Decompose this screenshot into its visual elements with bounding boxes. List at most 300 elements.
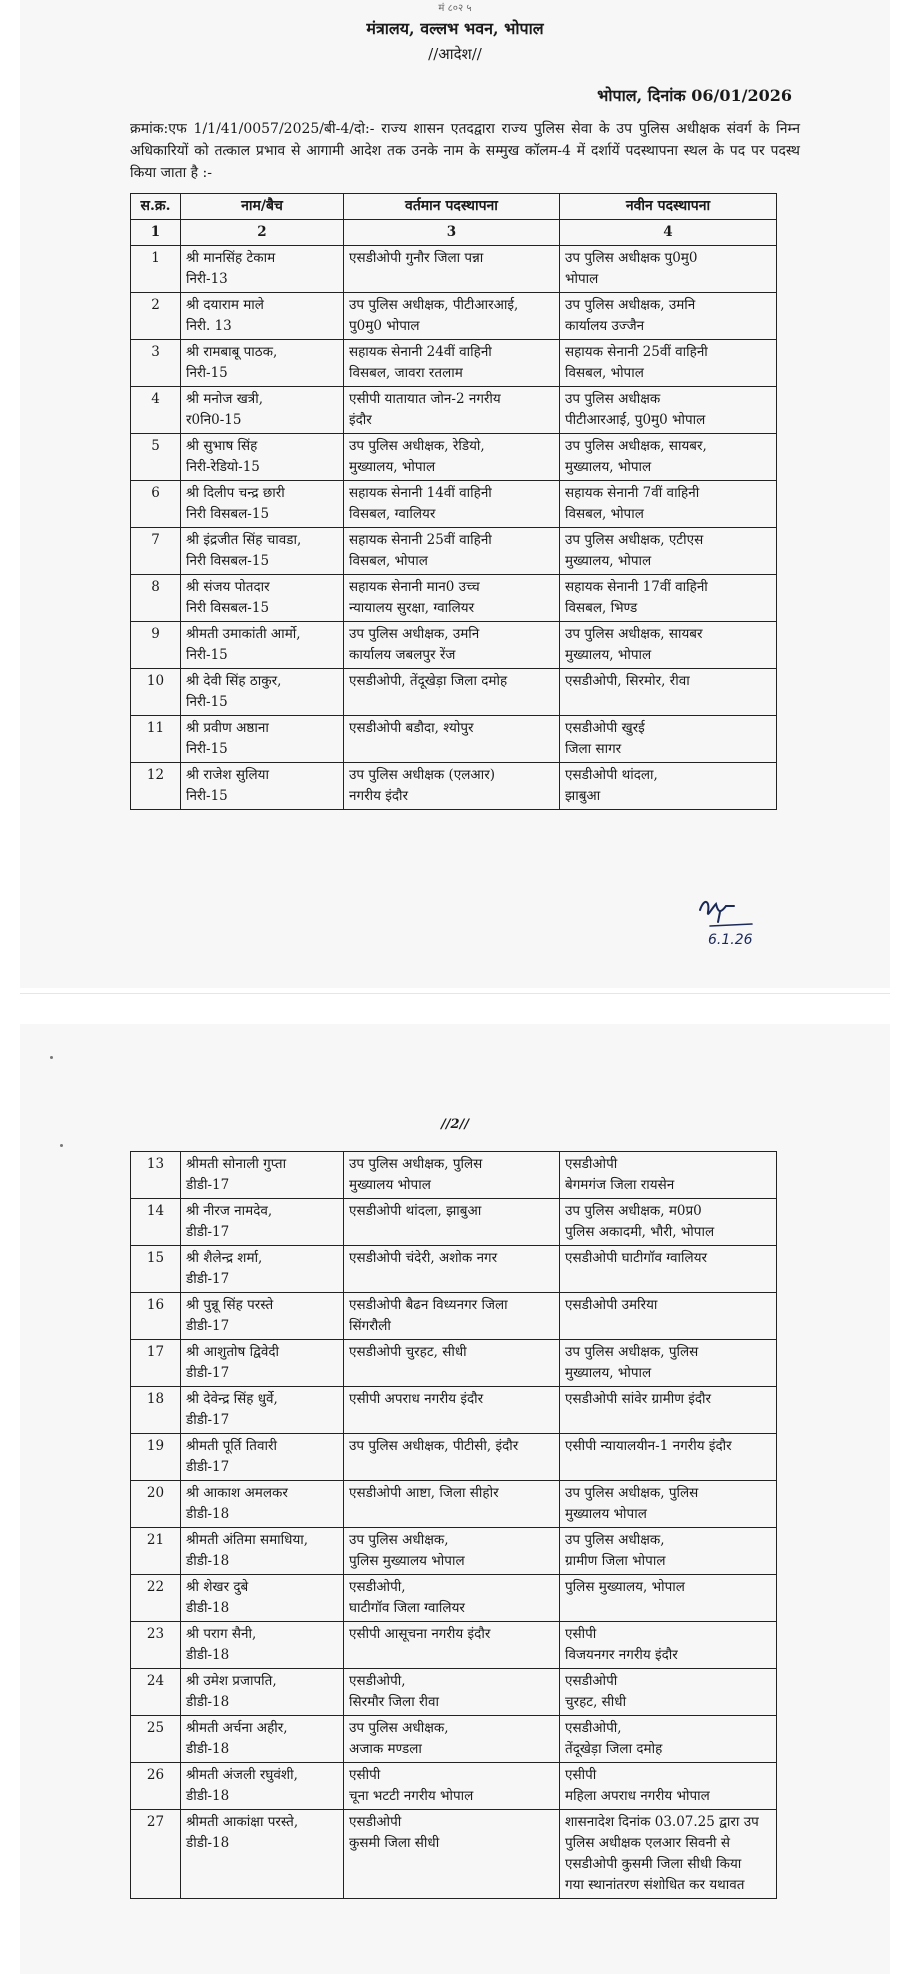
table-row — [131, 434, 777, 481]
table-row — [131, 716, 777, 763]
new-posting-line: झाबुआ — [565, 788, 601, 804]
officer-name-line: श्रीमती उमाकांती आर्मो, — [186, 626, 301, 642]
officer-name-line: श्री शैलेन्द्र शर्मा, — [186, 1250, 263, 1266]
table-row — [131, 1434, 777, 1481]
officer-name-line: निरी-15 — [186, 694, 228, 710]
column-number: 1 — [131, 220, 181, 246]
serial-number: 12 — [131, 763, 181, 810]
officer-name-line: डीडी-18 — [186, 1647, 230, 1663]
serial-number: 3 — [131, 340, 181, 387]
officer-name-line: श्री इंद्रजीत सिंह चावडा, — [186, 532, 302, 548]
new-posting-line: एसीपी न्यायालयीन-1 नगरीय इंदौर — [565, 1438, 732, 1454]
new-posting-cell — [560, 1246, 777, 1293]
new-posting-line: उप पुलिस अधीक्षक, उमनि — [565, 297, 696, 313]
new-posting-cell — [560, 1152, 777, 1199]
new-posting-line: विसबल, भिण्ड — [565, 600, 638, 616]
table-row — [131, 387, 777, 434]
column-number-row — [131, 220, 777, 246]
current-posting-line: एसीपी अपराध नगरीय इंदौर — [349, 1391, 484, 1407]
current-posting-line: घाटीगॉव जिला ग्वालियर — [349, 1600, 465, 1616]
officer-name-cell — [181, 340, 344, 387]
new-posting-cell — [560, 1622, 777, 1669]
new-posting-cell — [560, 1387, 777, 1434]
column-number: 3 — [344, 220, 560, 246]
new-posting-line: एसीपी — [565, 1626, 597, 1642]
new-posting-line: तेंदूखेड़ा जिला दमोह — [565, 1741, 663, 1757]
new-posting-line: एसडीओपी — [565, 1156, 618, 1172]
new-posting-line: मुख्यालय, भोपाल — [565, 647, 652, 663]
serial-number: 18 — [131, 1387, 181, 1434]
new-posting-line: जिला सागर — [565, 741, 622, 757]
officer-name-cell — [181, 1716, 344, 1763]
current-posting-line: कुसमी जिला सीधी — [349, 1835, 440, 1851]
new-posting-cell — [560, 1669, 777, 1716]
current-posting-line: उप पुलिस अधीक्षक, पीटीआरआई, — [349, 297, 519, 313]
current-posting-line: एसीपी — [349, 1767, 381, 1783]
table-row — [131, 1387, 777, 1434]
officer-name-line: श्री उमेश प्रजापति, — [186, 1673, 277, 1689]
officer-name-line: श्री संजय पोतदार — [186, 579, 270, 595]
officer-name-line: निरी विसबल-15 — [186, 600, 270, 616]
serial-number: 11 — [131, 716, 181, 763]
officer-name-line: श्री रामबाबू पाठक, — [186, 344, 278, 360]
serial-number: 6 — [131, 481, 181, 528]
signature-date: 6.1.26 — [708, 932, 753, 948]
serial-number: 4 — [131, 387, 181, 434]
current-posting-line: सहायक सेनानी मान0 उच्च — [349, 579, 480, 595]
current-posting-line: चूना भटटी नगरीय भोपाल — [349, 1788, 474, 1804]
current-posting-line: इंदौर — [349, 412, 372, 428]
serial-number: 17 — [131, 1340, 181, 1387]
new-posting-line: गया स्थानांतरण संशोधित कर यथावत — [565, 1877, 745, 1893]
serial-number: 21 — [131, 1528, 181, 1575]
table-row — [131, 528, 777, 575]
new-posting-line: उप पुलिस अधीक्षक, म0प्र0 — [565, 1203, 702, 1219]
officer-name-line: डीडी-17 — [186, 1224, 230, 1240]
officer-name-line: निरी विसबल-15 — [186, 553, 270, 569]
table-row — [131, 340, 777, 387]
officer-name-cell — [181, 622, 344, 669]
officer-name-line: डीडी-17 — [186, 1365, 230, 1381]
new-posting-line: उप पुलिस अधीक्षक, पुलिस — [565, 1485, 699, 1501]
new-posting-line: एसडीओपी सांवेर ग्रामीण इंदौर — [565, 1391, 712, 1407]
table-row — [131, 1810, 777, 1899]
new-posting-cell — [560, 1434, 777, 1481]
officer-name-line: श्री दयाराम माले — [186, 297, 264, 313]
officer-name-cell — [181, 1622, 344, 1669]
header-new-posting: नवीन पदस्थापना — [560, 194, 777, 220]
new-posting-line: एसडीओपी, सिरमोर, रीवा — [565, 673, 690, 689]
current-posting-cell — [344, 1434, 560, 1481]
officer-name-line: श्री मानसिंह टेकाम — [186, 250, 276, 266]
current-posting-line: सहायक सेनानी 24वीं वाहिनी — [349, 344, 492, 360]
current-posting-line: एसडीओपी, — [349, 1673, 406, 1689]
officer-name-cell — [181, 1199, 344, 1246]
serial-number: 10 — [131, 669, 181, 716]
new-posting-cell — [560, 1340, 777, 1387]
new-posting-line: एसडीओपी उमरिया — [565, 1297, 658, 1313]
table-body-page-2 — [131, 1152, 777, 1899]
table-body-page-1 — [131, 246, 777, 810]
page-gap-divider — [20, 993, 890, 994]
officer-name-cell — [181, 387, 344, 434]
new-posting-line: भोपाल — [565, 271, 599, 287]
current-posting-line: पुलिस मुख्यालय भोपाल — [349, 1553, 465, 1569]
new-posting-line: एसडीओपी थांदला, — [565, 767, 658, 783]
new-posting-line: पुलिस अधीक्षक एलआर सिवनी से — [565, 1835, 730, 1851]
current-posting-cell — [344, 528, 560, 575]
table-row — [131, 1199, 777, 1246]
officer-name-line: र0नि0-15 — [186, 412, 242, 428]
serial-number: 26 — [131, 1763, 181, 1810]
new-posting-cell — [560, 716, 777, 763]
officer-name-cell — [181, 1481, 344, 1528]
officer-name-line: श्री शेखर दुबे — [186, 1579, 249, 1595]
current-posting-line: उप पुलिस अधीक्षक, उमनि — [349, 626, 480, 642]
current-posting-cell — [344, 622, 560, 669]
current-posting-line: मुख्यालय भोपाल — [349, 1177, 431, 1193]
officer-name-line: श्री सुभाष सिंह — [186, 438, 258, 454]
current-posting-cell — [344, 1575, 560, 1622]
serial-number: 5 — [131, 434, 181, 481]
new-posting-line: चुरहट, सीधी — [565, 1694, 627, 1710]
current-posting-line: विसबल, जावरा रतलाम — [349, 365, 463, 381]
officer-name-line: श्रीमती अंजली रघुवंशी, — [186, 1767, 298, 1783]
officer-name-line: डीडी-18 — [186, 1600, 230, 1616]
officer-name-line: श्रीमती सोनाली गुप्ता — [186, 1156, 287, 1172]
officer-name-line: श्री मनोज खत्री, — [186, 391, 263, 407]
table-row — [131, 1622, 777, 1669]
new-posting-cell — [560, 1293, 777, 1340]
new-posting-cell — [560, 1763, 777, 1810]
new-posting-line: महिला अपराध नगरीय भोपाल — [565, 1788, 710, 1804]
serial-number: 2 — [131, 293, 181, 340]
officer-name-cell — [181, 1763, 344, 1810]
serial-number: 16 — [131, 1293, 181, 1340]
serial-number: 13 — [131, 1152, 181, 1199]
new-posting-line: सहायक सेनानी 25वीं वाहिनी — [565, 344, 708, 360]
new-posting-line: उप पुलिस अधीक्षक — [565, 391, 661, 407]
officer-name-line: डीडी-18 — [186, 1694, 230, 1710]
new-posting-line: उप पुलिस अधीक्षक, पुलिस — [565, 1344, 699, 1360]
table-row — [131, 293, 777, 340]
document-page-2 — [20, 1024, 890, 1974]
officer-name-line: निरी विसबल-15 — [186, 506, 270, 522]
table-row — [131, 1340, 777, 1387]
new-posting-cell — [560, 1810, 777, 1899]
new-posting-cell — [560, 1528, 777, 1575]
officer-name-cell — [181, 1293, 344, 1340]
serial-number: 14 — [131, 1199, 181, 1246]
new-posting-line: उप पुलिस अधीक्षक, सायबर, — [565, 438, 707, 454]
new-posting-line: उप पुलिस अधीक्षक, सायबर — [565, 626, 703, 642]
current-posting-cell — [344, 481, 560, 528]
table-row — [131, 575, 777, 622]
serial-number: 9 — [131, 622, 181, 669]
officer-name-cell — [181, 763, 344, 810]
new-posting-cell — [560, 669, 777, 716]
officer-name-line: श्री नीरज नामदेव, — [186, 1203, 273, 1219]
serial-number: 15 — [131, 1246, 181, 1293]
current-posting-line: सिरमौर जिला रीवा — [349, 1694, 440, 1710]
new-posting-line: बेगमगंज जिला रायसेन — [565, 1177, 675, 1193]
current-posting-line: एसडीओपी गुनौर जिला पन्ना — [349, 250, 484, 266]
new-posting-line: उप पुलिस अधीक्षक, एटीएस — [565, 532, 704, 548]
table-row — [131, 1246, 777, 1293]
officer-name-cell — [181, 293, 344, 340]
office-heading: मंत्रालय, वल्लभ भवन, भोपाल — [366, 19, 544, 38]
new-posting-cell — [560, 340, 777, 387]
officer-name-line: डीडी-18 — [186, 1506, 230, 1522]
new-posting-cell — [560, 763, 777, 810]
current-posting-line: सिंगरौली — [349, 1318, 391, 1334]
new-posting-cell — [560, 387, 777, 434]
current-posting-line: उप पुलिस अधीक्षक, पीटीसी, इंदौर — [349, 1438, 519, 1454]
order-heading: //आदेश// — [428, 45, 482, 63]
officer-name-line: श्री देवी सिंह ठाकुर, — [186, 673, 282, 689]
current-posting-line: न्यायालय सुरक्षा, ग्वालियर — [349, 600, 475, 616]
officer-name-line: श्री दिलीप चन्द्र छारी — [186, 485, 285, 501]
serial-number: 25 — [131, 1716, 181, 1763]
officer-name-line: श्रीमती अंतिमा समाधिया, — [186, 1532, 309, 1548]
current-posting-cell — [344, 1246, 560, 1293]
table-row — [131, 246, 777, 293]
officer-name-line: निरी-रेडियो-15 — [186, 459, 260, 475]
officer-name-line: श्री राजेश सुलिया — [186, 767, 269, 783]
officer-name-line: श्री पुन्नू सिंह परस्ते — [186, 1297, 274, 1313]
new-posting-line: एसीपी — [565, 1767, 597, 1783]
officer-name-cell — [181, 575, 344, 622]
current-posting-cell — [344, 1387, 560, 1434]
new-posting-cell — [560, 246, 777, 293]
new-posting-line: पीटीआरआई, पु0मु0 भोपाल — [565, 412, 706, 428]
table-row — [131, 669, 777, 716]
column-number: 4 — [560, 220, 777, 246]
current-posting-cell — [344, 1152, 560, 1199]
officer-name-cell — [181, 1810, 344, 1899]
new-posting-line: उप पुलिस अधीक्षक पु0मु0 — [565, 250, 698, 266]
table-row — [131, 1481, 777, 1528]
officer-name-line: निरी-15 — [186, 741, 228, 757]
serial-number: 8 — [131, 575, 181, 622]
officer-name-line: निरी-15 — [186, 365, 228, 381]
current-posting-line: एसडीओपी बडौदा, श्योपुर — [349, 720, 474, 736]
serial-number: 27 — [131, 1810, 181, 1899]
current-posting-line: मुख्यालय, भोपाल — [349, 459, 436, 475]
scan-speck — [60, 1144, 63, 1147]
current-posting-line: नगरीय इंदौर — [349, 788, 409, 804]
table-row — [131, 1575, 777, 1622]
posting-table-page-2 — [130, 1151, 777, 1899]
officer-name-cell — [181, 1575, 344, 1622]
current-posting-cell — [344, 1622, 560, 1669]
current-posting-line: उप पुलिस अधीक्षक, पुलिस — [349, 1156, 483, 1172]
page-number: //2// — [440, 1117, 470, 1132]
officer-name-line: श्री पराग सैनी, — [186, 1626, 257, 1642]
new-posting-line: मुख्यालय, भोपाल — [565, 553, 652, 569]
officer-name-line: डीडी-18 — [186, 1553, 230, 1569]
new-posting-cell — [560, 434, 777, 481]
current-posting-cell — [344, 434, 560, 481]
current-posting-cell — [344, 1340, 560, 1387]
table-row — [131, 1293, 777, 1340]
current-posting-line: उप पुलिस अधीक्षक (एलआर) — [349, 767, 496, 783]
current-posting-cell — [344, 1293, 560, 1340]
new-posting-line: पुलिस अकादमी, भौरी, भोपाल — [565, 1224, 715, 1240]
new-posting-line: मुख्यालय, भोपाल — [565, 1365, 652, 1381]
current-posting-cell — [344, 1669, 560, 1716]
current-posting-cell — [344, 340, 560, 387]
current-posting-line: विसबल, भोपाल — [349, 553, 428, 569]
officer-name-cell — [181, 434, 344, 481]
new-posting-line: विसबल, भोपाल — [565, 365, 644, 381]
current-posting-cell — [344, 1810, 560, 1899]
date-line: भोपाल, दिनांक 06/01/2026 — [597, 86, 792, 105]
officer-name-line: श्री देवेन्द्र सिंह धुर्वे, — [186, 1391, 278, 1407]
officer-name-line: डीडी-18 — [186, 1741, 230, 1757]
current-posting-line: कार्यालय जबलपुर रेंज — [349, 647, 456, 663]
officer-name-line: श्री आशुतोष द्विवेदी — [186, 1344, 280, 1360]
officer-name-cell — [181, 669, 344, 716]
officer-name-line: श्री प्रवीण अष्ठाना — [186, 720, 269, 736]
serial-number: 22 — [131, 1575, 181, 1622]
current-posting-cell — [344, 1199, 560, 1246]
new-posting-line: विसबल, भोपाल — [565, 506, 644, 522]
document-page-1 — [20, 0, 890, 988]
current-posting-cell — [344, 1716, 560, 1763]
current-posting-line: सहायक सेनानी 14वीं वाहिनी — [349, 485, 492, 501]
current-posting-line: एसीपी यातायात जोन-2 नगरीय — [349, 391, 501, 407]
current-posting-line: एसडीओपी आष्टा, जिला सीहोर — [349, 1485, 499, 1501]
current-posting-cell — [344, 1763, 560, 1810]
officer-name-line: श्रीमती अर्चना अहीर, — [186, 1720, 288, 1736]
new-posting-line: विजयनगर नगरीय इंदौर — [565, 1647, 678, 1663]
new-posting-line: मुख्यालय, भोपाल — [565, 459, 652, 475]
current-posting-line: एसडीओपी, तेंदूखेड़ा जिला दमोह — [349, 673, 508, 689]
current-posting-cell — [344, 763, 560, 810]
officer-name-cell — [181, 1434, 344, 1481]
officer-name-cell — [181, 528, 344, 575]
officer-name-cell — [181, 246, 344, 293]
officer-name-cell — [181, 1387, 344, 1434]
officer-name-cell — [181, 1152, 344, 1199]
new-posting-cell — [560, 1575, 777, 1622]
table-row — [131, 622, 777, 669]
new-posting-cell — [560, 622, 777, 669]
posting-table-page-1 — [130, 193, 777, 810]
scan-speck — [50, 1056, 53, 1059]
current-posting-line: एसीपी आसूचना नगरीय इंदौर — [349, 1626, 491, 1642]
new-posting-line: पुलिस मुख्यालय, भोपाल — [565, 1579, 685, 1595]
current-posting-cell — [344, 669, 560, 716]
new-posting-cell — [560, 575, 777, 622]
officer-name-cell — [181, 1340, 344, 1387]
officer-name-line: डीडी-17 — [186, 1412, 230, 1428]
header-name-batch: नाम/बैच — [181, 194, 344, 220]
current-posting-line: अजाक मण्डला — [349, 1741, 422, 1757]
new-posting-line: कार्यालय उज्जैन — [565, 318, 645, 334]
current-posting-line: एसडीओपी थांदला, झाबुआ — [349, 1203, 482, 1219]
new-posting-cell — [560, 293, 777, 340]
table-row — [131, 1669, 777, 1716]
officer-name-cell — [181, 1528, 344, 1575]
new-posting-cell — [560, 528, 777, 575]
officer-name-line: श्रीमती आकांक्षा परस्ते, — [186, 1814, 299, 1830]
new-posting-line: उप पुलिस अधीक्षक, — [565, 1532, 665, 1548]
current-posting-cell — [344, 1528, 560, 1575]
serial-number: 19 — [131, 1434, 181, 1481]
current-posting-line: एसडीओपी — [349, 1814, 402, 1830]
serial-number: 20 — [131, 1481, 181, 1528]
officer-name-line: निरी-15 — [186, 788, 228, 804]
current-posting-line: विसबल, ग्वालियर — [349, 506, 436, 522]
new-posting-cell — [560, 481, 777, 528]
current-posting-cell — [344, 575, 560, 622]
table-row — [131, 1152, 777, 1199]
table-row — [131, 1716, 777, 1763]
officer-name-line: निरी-15 — [186, 647, 228, 663]
order-intro-paragraph: क्रमांक:एफ 1/1/41/0057/2025/बी-4/दो:- राज्य शासन एतदद्वारा राज्य पुलिस सेवा के उप पुलिस अधीक्षक संवर्ग के निम्न अधिकारियों को तत्काल प्रभाव से आगामी आदेश तक उनके नाम के सम्मुख कॉलम-4 में दर्शायें पदस्थापना स्थल के पद पर पदस्थ किया जाता है :- — [130, 121, 800, 181]
officer-name-line: डीडी-18 — [186, 1788, 230, 1804]
current-posting-line: उप पुलिस अधीक्षक, — [349, 1720, 449, 1736]
current-posting-line: उप पुलिस अधीक्षक, — [349, 1532, 449, 1548]
current-posting-line: पु0मु0 भोपाल — [349, 318, 420, 334]
new-posting-line: ग्रामीण जिला भोपाल — [565, 1553, 666, 1569]
table-header-row — [131, 194, 777, 220]
new-posting-line: शासनादेश दिनांक 03.07.25 द्वारा उप — [565, 1814, 759, 1830]
officer-name-line: श्री आकाश अमलकर — [186, 1485, 288, 1501]
officer-name-cell — [181, 1669, 344, 1716]
new-posting-line: मुख्यालय भोपाल — [565, 1506, 647, 1522]
officer-name-line: डीडी-17 — [186, 1271, 230, 1287]
officer-name-line: श्रीमती पूर्ति तिवारी — [186, 1438, 277, 1454]
new-posting-cell — [560, 1481, 777, 1528]
current-posting-cell — [344, 293, 560, 340]
current-posting-cell — [344, 716, 560, 763]
officer-name-line: निरी-13 — [186, 271, 228, 287]
officer-name-cell — [181, 1246, 344, 1293]
officer-name-line: डीडी-17 — [186, 1318, 230, 1334]
officer-name-line: डीडी-17 — [186, 1177, 230, 1193]
table-row — [131, 1528, 777, 1575]
current-posting-line: सहायक सेनानी 25वीं वाहिनी — [349, 532, 492, 548]
officer-name-cell — [181, 481, 344, 528]
new-posting-line: एसडीओपी, — [565, 1720, 622, 1736]
new-posting-line: सहायक सेनानी 17वीं वाहिनी — [565, 579, 708, 595]
new-posting-line: एसडीओपी खुरई — [565, 720, 645, 736]
officer-name-line: डीडी-18 — [186, 1835, 230, 1851]
new-posting-line: एसडीओपी घाटीगॉव ग्वालियर — [565, 1250, 708, 1266]
serial-number: 23 — [131, 1622, 181, 1669]
current-posting-line: एसडीओपी, — [349, 1579, 406, 1595]
new-posting-line: एसडीओपी कुसमी जिला सीधी किया — [565, 1856, 742, 1872]
current-posting-line: उप पुलिस अधीक्षक, रेडियो, — [349, 438, 485, 454]
current-posting-cell — [344, 1481, 560, 1528]
new-posting-line: सहायक सेनानी 7वीं वाहिनी — [565, 485, 700, 501]
current-posting-line: एसडीओपी चुरहट, सीधी — [349, 1344, 467, 1360]
column-number: 2 — [181, 220, 344, 246]
serial-number: 1 — [131, 246, 181, 293]
current-posting-line: एसडीओपी बैढन विध्यनगर जिला — [349, 1297, 508, 1313]
new-posting-cell — [560, 1199, 777, 1246]
current-posting-cell — [344, 246, 560, 293]
table-row — [131, 481, 777, 528]
table-row — [131, 1763, 777, 1810]
current-posting-cell — [344, 387, 560, 434]
table-row — [131, 763, 777, 810]
new-posting-cell — [560, 1716, 777, 1763]
header-current-posting: वर्तमान पदस्थापना — [344, 194, 560, 220]
